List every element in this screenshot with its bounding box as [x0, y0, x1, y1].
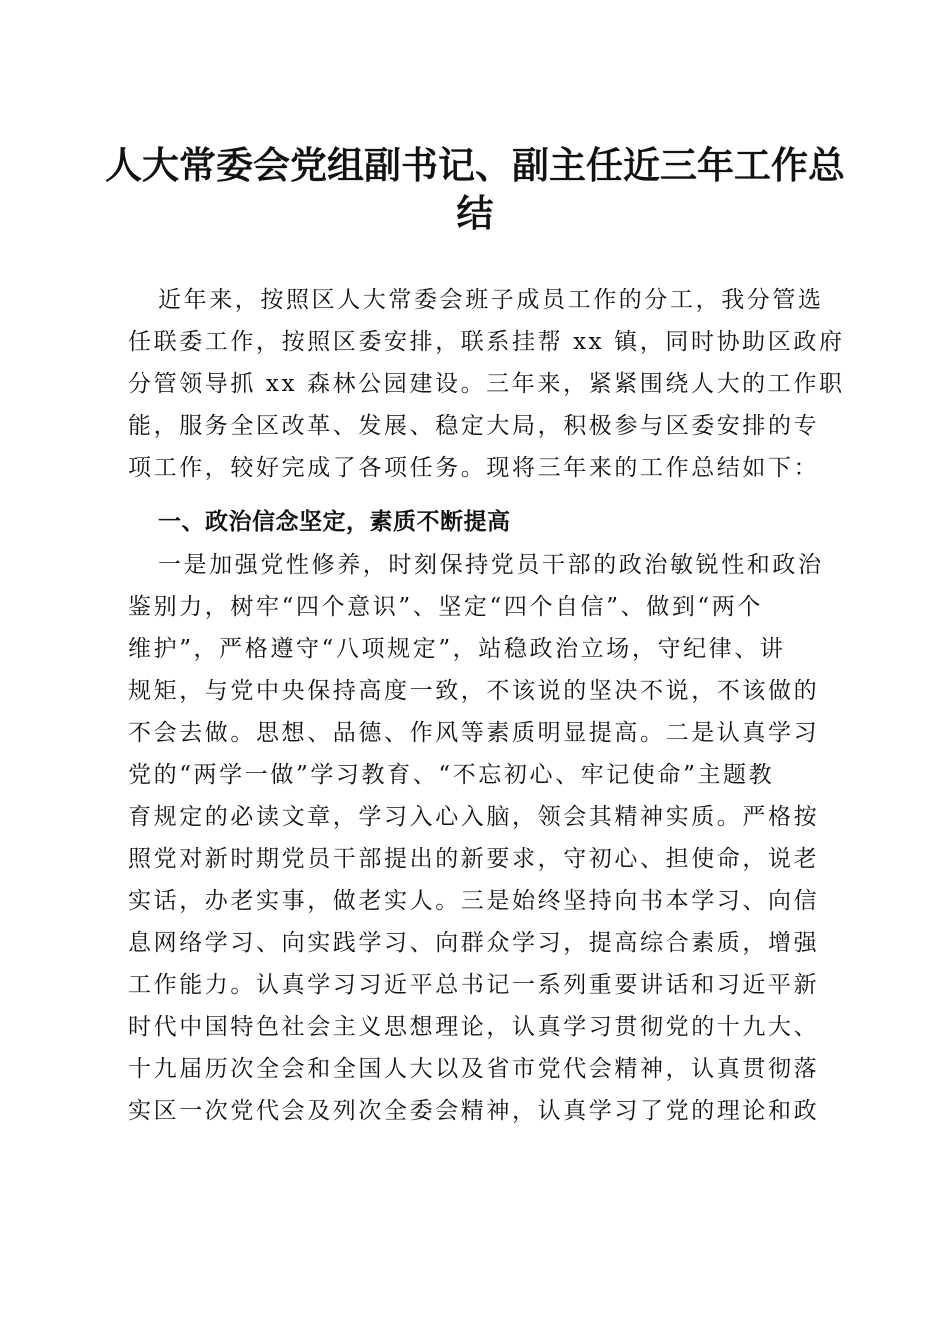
section-1-line-3: 维护”，严格遵守“八项规定”，站稳政治立场，守纪律、讲: [128, 636, 786, 662]
section-1-line-9: 实话，办老实事，做老实人。三是始终坚持向书本学习、向信: [128, 888, 820, 914]
section-1-line-1: 一是加强党性修养，时刻保持党员干部的政治敏锐性和政治: [158, 552, 824, 578]
section-1-line-10: 息网络学习、向实践学习、向群众学习，提高综合素质，增强: [128, 930, 820, 956]
section-1-line-12: 时代中国特色社会主义思想理论，认真学习贯彻党的十九大、: [128, 1014, 820, 1040]
section-1-line-7: 育规定的必读文章，学习入心入脑，领会其精神实质。严格按: [128, 804, 820, 830]
section-1-line-4: 规矩，与党中央保持高度一致，不该说的坚决不说，不该做的: [128, 678, 820, 704]
intro-line-4: 能，服务全区改革、发展、稳定大局，积极参与区委安排的专: [128, 413, 820, 439]
section-1-line-11: 工作能力。认真学习习近平总书记一系列重要讲话和习近平新: [128, 972, 820, 998]
intro-line-3: 分管领导抓 xx 森林公园建设。三年来，紧紧围绕人大的工作职: [128, 371, 845, 397]
intro-line-1: 近年来，按照区人大常委会班子成员工作的分工，我分管选: [158, 287, 824, 313]
intro-line-2: 任联委工作，按照区委安排，联系挂帮 xx 镇，同时协助区政府: [128, 329, 845, 355]
document-title-line-2: 结: [456, 191, 494, 235]
section-1-line-2: 鉴别力，树牢“四个意识”、坚定“四个自信”、做到“两个: [128, 594, 763, 620]
section-1-line-13: 十九届历次全会和全国人大以及省市党代会精神，认真贯彻落: [128, 1056, 820, 1082]
section-1-line-14: 实区一次党代会及列次全委会精神，认真学习了党的理论和政: [128, 1098, 820, 1124]
document-title-line-1: 人大常委会党组副书记、副主任近三年工作总: [105, 143, 845, 187]
section-1-line-8: 照党对新时期党员干部提出的新要求，守初心、担使命，说老: [128, 846, 820, 872]
section-1-line-5: 不会去做。思想、品德、作风等素质明显提高。二是认真学习: [128, 720, 820, 746]
intro-line-5: 项工作，较好完成了各项任务。现将三年来的工作总结如下：: [128, 455, 820, 481]
section-1-heading: 一、政治信念坚定，素质不断提高: [158, 509, 511, 535]
section-1-line-6: 党的“两学一做”学习教育、“不忘初心、牢记使命”主题教: [128, 762, 775, 788]
